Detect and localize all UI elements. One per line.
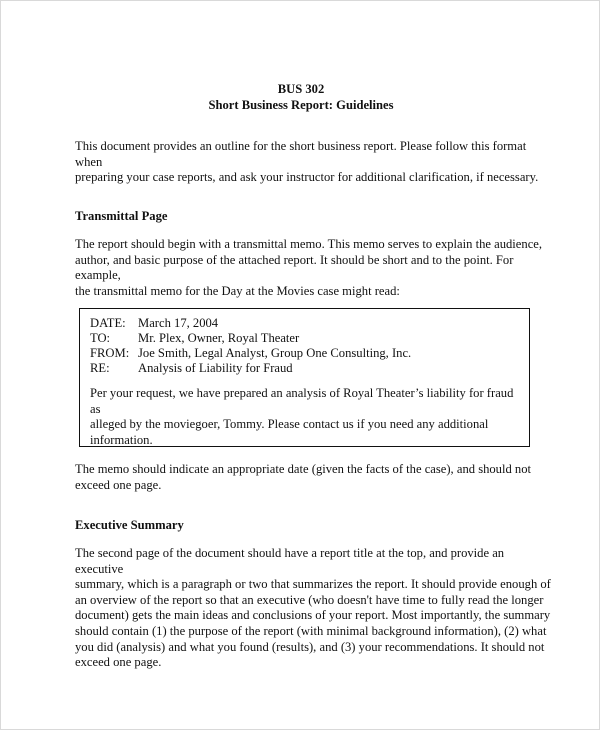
memo-row-date [90,316,218,332]
intro-paragraph [75,139,555,186]
memo-body-line: information. [90,432,153,447]
memo-body-line: alleged by the moviegoer, Tommy. Please contact us if you need any additional [90,417,489,432]
intro-line: This document provides an outline for the short business report. Please follow this format when [75,139,527,169]
intro-line: preparing your case reports, and ask your instructor for additional clarification, if necessary. [75,170,539,185]
memo-label: DATE: [90,316,126,330]
memo-followup-paragraph [75,462,555,493]
memo-label: TO: [90,331,111,345]
section-title-transmittal: Transmittal Page [75,209,168,223]
memo-row-to [90,331,299,347]
memo-value: Analysis of Liability for Fraud [138,361,293,375]
sample-memo-box [79,308,530,447]
summary-line: an overview of the report so that an executive (who doesn't have time to fully read the longer [75,592,544,607]
summary-line: document) gets the main ideas and conclusions of your report. Most importantly, the summary [75,608,551,623]
followup-line: exceed one page. [75,477,162,492]
summary-line: exceed one page. [75,655,162,670]
followup-line: The memo should indicate an appropriate date (given the facts of the case), and should not [75,462,532,476]
document-title: Short Business Report: Guidelines [208,98,394,112]
memo-label: FROM: [90,346,130,360]
section-title-executive-summary: Executive Summary [75,518,184,532]
memo-row-re [90,361,293,377]
transmittal-line: The report should begin with a transmittal memo. This memo serves to explain the audience, [75,237,543,251]
executive-summary-paragraph [75,546,555,671]
memo-label: RE: [90,361,110,375]
transmittal-line: author, and basic purpose of the attached report. It should be short and to the point. For example, [75,252,514,283]
memo-value: March 17, 2004 [138,316,219,330]
memo-value: Mr. Plex, Owner, Royal Theater [138,331,300,345]
course-code: BUS 302 [277,82,325,96]
memo-body-line: Per your request, we have prepared an analysis of Royal Theater’s liability for fraud as [90,386,514,416]
summary-line: summary, which is a paragraph or two that summarizes the report. It should provide enough of [75,577,551,592]
transmittal-line: the transmittal memo for the Day at the Movies case might read: [75,283,400,298]
transmittal-paragraph [75,237,555,299]
memo-body [90,386,515,448]
summary-line: should contain (1) the purpose of the report (with minimal background information), (2) what [75,623,547,638]
summary-line: The second page of the document should have a report title at the top, and provide an executive [75,546,505,576]
memo-value: Joe Smith, Legal Analyst, Group One Consulting, Inc. [138,346,412,360]
summary-line: you did (analysis) and what you found (results), and (3) your recommendations. It should not [75,639,545,654]
memo-row-from [90,346,411,362]
